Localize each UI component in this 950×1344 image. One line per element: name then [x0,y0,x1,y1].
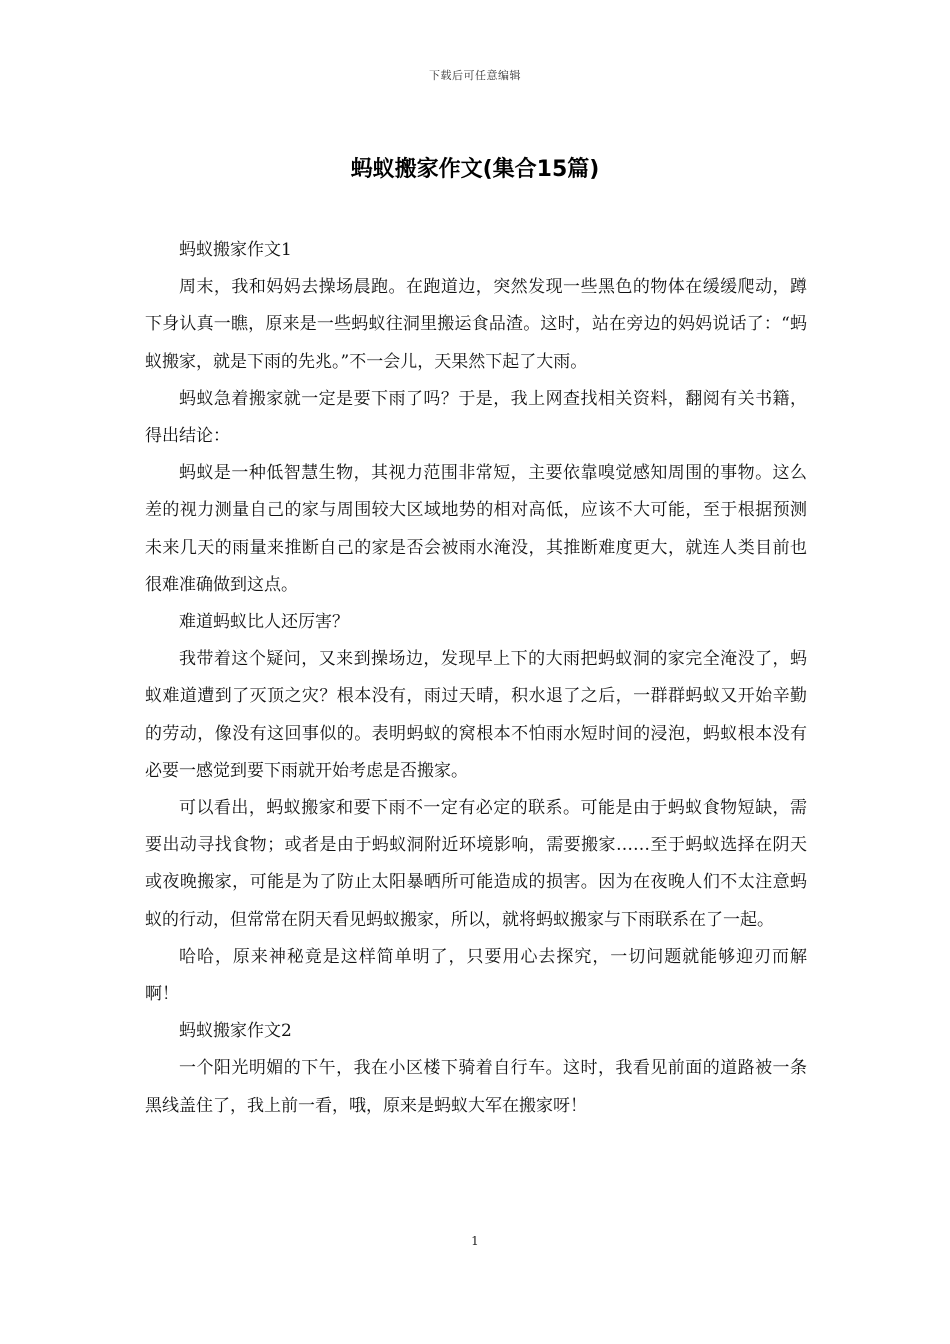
document-body [145,232,807,1125]
paragraph: 蚂蚁急着搬家就一定是要下雨了吗？于是，我上网查找相关资料，翻阅有关书籍，得出结论： [145,388,807,447]
header-note: 下载后可任意编辑 [429,69,521,82]
paragraph: 周末，我和妈妈去操场晨跑。在跑道边，突然发现一些黑色的物体在缓缓爬动，蹲下身认真一瞧，原来是一些蚂蚁往洞里搬运食品渣。这时，站在旁边的妈妈说话了：“蚂蚁搬家，就是下雨的先兆。”不一会儿，天果然下起了大雨。 [145,277,807,372]
section-heading-2: 蚂蚁搬家作文2 [179,1021,292,1042]
page-number: 1 [471,1234,479,1248]
section-heading-1: 蚂蚁搬家作文1 [179,240,292,260]
document-title: 蚂蚁搬家作文(集合15篇) [350,157,600,182]
paragraph: 我带着这个疑问，又来到操场边，发现早上下的大雨把蚂蚁洞的家完全淹没了，蚂蚁难道遭到了灭顶之灾？根本没有，雨过天晴，积水退了之后，一群群蚂蚁又开始辛勤的劳动，像没有这回事似的。表明蚂蚁的窝根本不怕雨水短时间的浸泡，蚂蚁根本没有必要一感觉到要下雨就开始考虑是否搬家。 [145,649,807,781]
paragraph: 蚂蚁是一种低智慧生物，其视力范围非常短，主要依靠嗅觉感知周围的事物。这么差的视力测量自己的家与周围较大区域地势的相对高低，应该不大可能，至于根据预测未来几天的雨量来推断自己的家是否会被雨水淹没，其推断难度更大，就连人类目前也很难准确做到这点。 [145,463,807,595]
paragraph: 难道蚂蚁比人还厉害？ [179,612,349,633]
paragraph: 一个阳光明媚的下午，我在小区楼下骑着自行车。这时，我看见前面的道路被一条黑线盖住了，我上前一看，哦，原来是蚂蚁大军在搬家呀！ [145,1058,807,1116]
paragraph: 可以看出，蚂蚁搬家和要下雨不一定有必定的联系。可能是由于蚂蚁食物短缺，需要出动寻找食物；或者是由于蚂蚁洞附近环境影响，需要搬家……至于蚂蚁选择在阴天或夜晚搬家，可能是为了防止太阳暴晒所可能造成的损害。因为在夜晚人们不太注意蚂蚁的行动，但常常在阴天看见蚂蚁搬家，所以，就将蚂蚁搬家与下雨联系在了一起。 [145,798,807,930]
paragraph: 哈哈，原来神秘竟是这样简单明了，只要用心去探究，一切问题就能够迎刃而解啊！ [145,946,807,1005]
